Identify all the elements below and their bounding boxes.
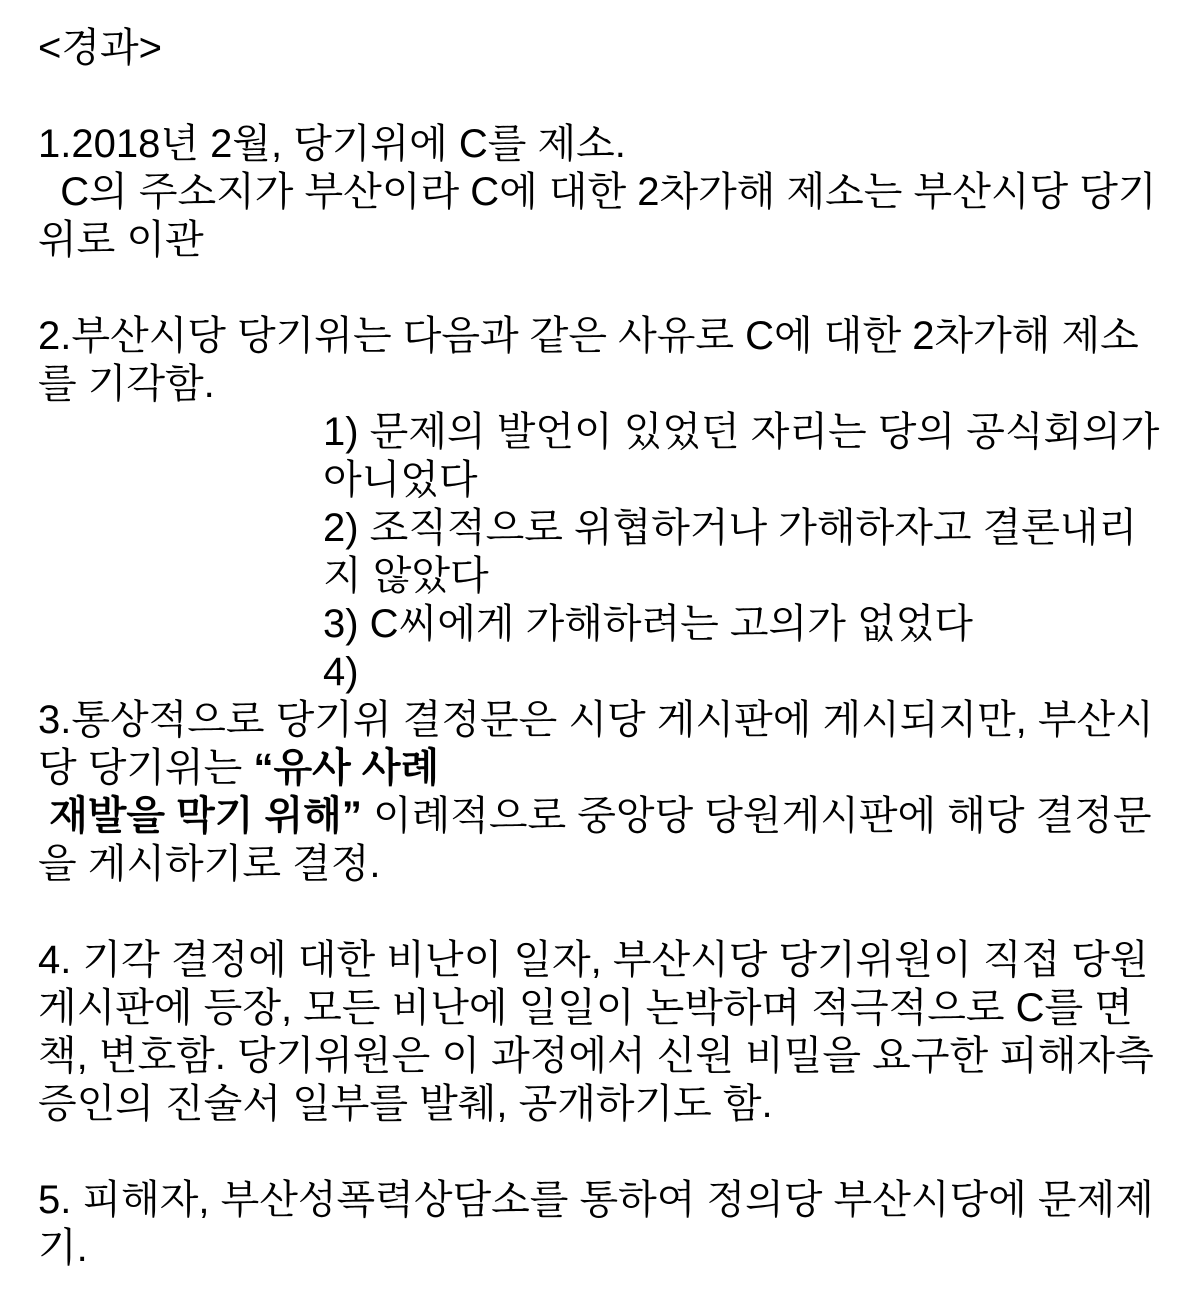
para3-line2-plain: 당 당기위는 (38, 746, 254, 790)
blank-line (38, 264, 1180, 312)
para1-line1: 1.2018년 2월, 당기위에 C를 제소. (38, 122, 626, 166)
para2-line2: 를 기각함. (38, 362, 215, 406)
reason-3-line1: 3) C씨에게 가해하려는 고의가 없었다 (323, 602, 973, 646)
para3-line3 (38, 792, 1180, 840)
document-title: <경과> (38, 26, 162, 70)
para4-line1: 4. 기각 결정에 대한 비난이 일자, 부산시당 당기위원이 직접 당원 (38, 938, 1149, 982)
para4-line2: 게시판에 등장, 모든 비난에 일일이 논박하며 적극적으로 C를 면 (38, 986, 1133, 1030)
para4-line3: 책, 변호함. 당기위원은 이 과정에서 신원 비밀을 요구한 피해자측 (38, 1034, 1154, 1078)
reason-2-line2: 지 않았다 (323, 554, 489, 598)
reason-2-line1: 2) 조직적으로 위협하거나 가해하자고 결론내리 (323, 506, 1138, 550)
para3-line3-plain: 이례적으로 중앙당 당원게시판에 해당 결정문 (361, 794, 1152, 838)
para3-line2-bold-quote: “유사 사례 (253, 746, 440, 790)
para5-line1: 5. 피해자, 부산성폭력상담소를 통하여 정의당 부산시당에 문제제 (38, 1178, 1154, 1222)
para3-line3-bold-quote: 재발을 막기 위해” (38, 794, 362, 838)
blank-line (38, 1128, 1180, 1176)
para2-line1: 2.부산시당 당기위는 다음과 같은 사유로 C에 대한 2차가해 제소 (38, 314, 1139, 358)
reason-4-line1: 4) (323, 650, 359, 694)
blank-line (38, 72, 1180, 120)
para4-line4: 증인의 진술서 일부를 발췌, 공개하기도 함. (38, 1082, 773, 1126)
reason-1-line1: 1) 문제의 발언이 있었던 자리는 당의 공식회의가 (323, 410, 1160, 454)
para3-line2 (38, 744, 1180, 792)
blank-line (38, 888, 1180, 936)
para3-line4: 을 게시하기로 결정. (38, 842, 381, 886)
para3-line1: 3.통상적으로 당기위 결정문은 시당 게시판에 게시되지만, 부산시 (38, 698, 1154, 742)
para5-line2: 기. (38, 1226, 88, 1270)
para1-line2: C의 주소지가 부산이라 C에 대한 2차가해 제소는 부산시당 당기 (38, 170, 1157, 214)
para1-line3: 위로 이관 (38, 218, 204, 262)
reason-1-line2: 아니었다 (323, 458, 478, 502)
